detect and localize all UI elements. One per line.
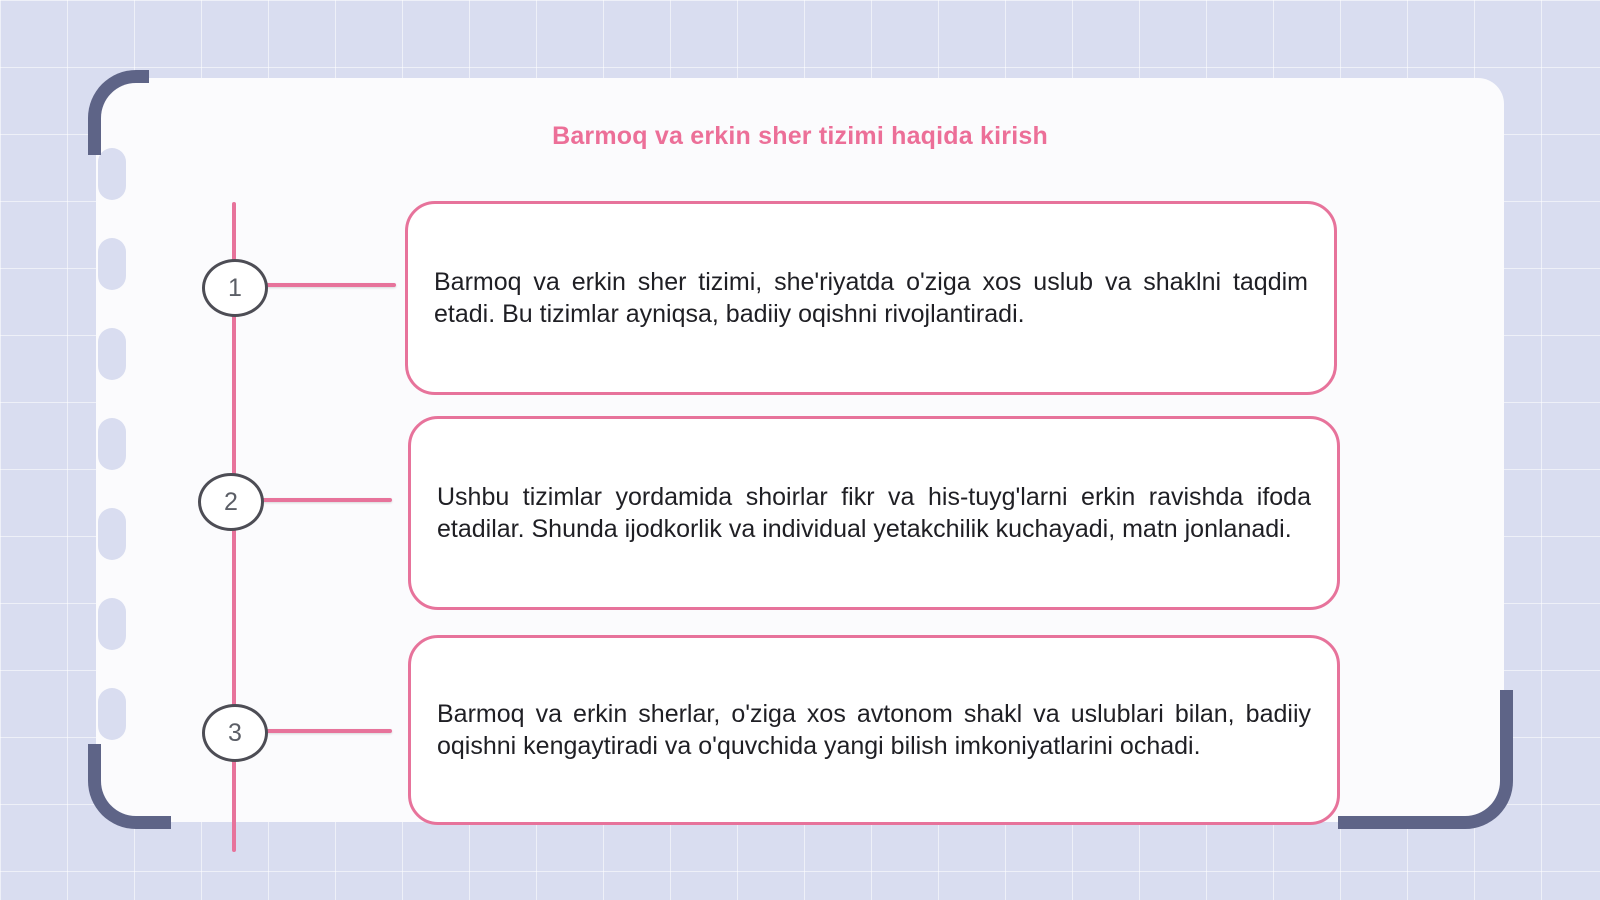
paper-notch — [98, 238, 126, 290]
step-number-circle: 2 — [198, 473, 264, 531]
paper-notch — [98, 148, 126, 200]
paper-notch — [98, 328, 126, 380]
timeline-connector — [262, 498, 392, 502]
timeline-card — [408, 416, 1340, 610]
timeline-card — [405, 201, 1337, 395]
timeline-connector — [264, 729, 392, 733]
step-number-circle: 1 — [202, 259, 268, 317]
card-text: Barmoq va erkin sherlar, o'ziga xos avtonom shakl va uslublari bilan, badiiy oqishni kengaytiradi va o'quvchida yangi bilish imkoniyatlarini ochadi. — [437, 700, 1311, 760]
timeline-connector — [264, 283, 396, 287]
paper-notch — [98, 508, 126, 560]
paper-notch — [98, 688, 126, 740]
step-number-circle: 3 — [202, 704, 268, 762]
frame-corner-bottom-left — [88, 744, 171, 829]
timeline-card — [408, 635, 1340, 825]
paper-notch — [98, 418, 126, 470]
card-text: Barmoq va erkin sher tizimi, she'riyatda o'ziga xos uslub va shaklni taqdim etadi. Bu tizimlar ayniqsa, badiiy oqishni rivojlantiradi. — [434, 268, 1308, 328]
slide-title: Barmoq va erkin sher tizimi haqida kirish — [552, 122, 1048, 150]
paper-notch — [98, 598, 126, 650]
frame-corner-bottom-right — [1338, 690, 1513, 829]
card-text: Ushbu tizimlar yordamida shoirlar fikr va his-tuyg'larni erkin ravishda ifoda etadilar. Shunda ijodkorlik va individual yetakchilik kuchayadi, matn jonlanadi. — [437, 483, 1311, 543]
